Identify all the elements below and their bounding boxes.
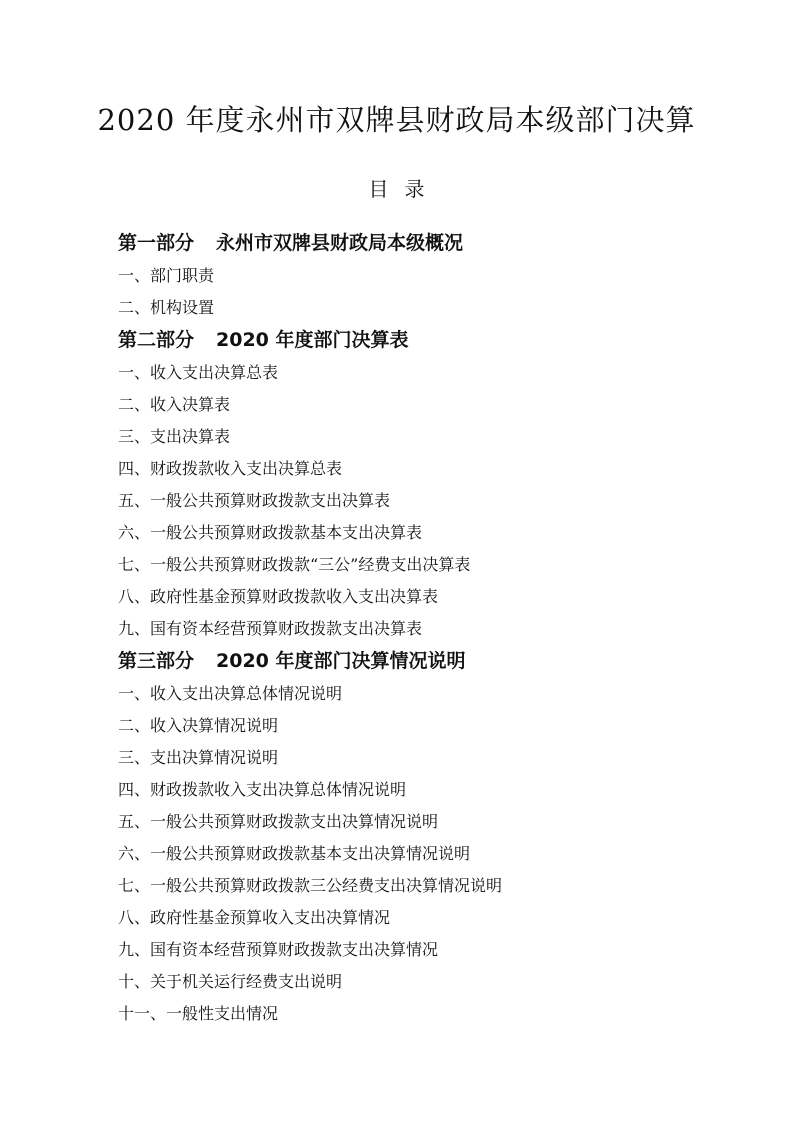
toc-heading-char: 录 — [404, 177, 425, 201]
table-of-contents — [118, 227, 718, 1030]
part-title: 2020 年度部门决算情况说明 — [216, 650, 466, 672]
toc-item[interactable]: 四、财政拨款收入支出决算总表 — [118, 459, 343, 478]
toc-item[interactable]: 八、政府性基金预算财政拨款收入支出决算表 — [118, 587, 439, 606]
toc-item[interactable]: 九、国有资本经营预算财政拨款支出决算情况 — [118, 940, 439, 959]
toc-item[interactable]: 三、支出决算表 — [118, 427, 231, 446]
part-number: 第二部分 — [118, 329, 195, 351]
toc-item[interactable]: 十一、一般性支出情况 — [118, 1004, 279, 1023]
toc-item[interactable]: 二、收入决算情况说明 — [118, 716, 279, 735]
toc-item[interactable]: 七、一般公共预算财政拨款三公经费支出决算情况说明 — [118, 876, 503, 895]
part-heading-1[interactable] — [118, 227, 718, 260]
toc-item[interactable]: 二、机构设置 — [118, 298, 215, 317]
toc-item[interactable]: 三、支出决算情况说明 — [118, 748, 279, 767]
toc-item[interactable]: 八、政府性基金预算收入支出决算情况 — [118, 908, 391, 927]
toc-item[interactable]: 一、部门职责 — [118, 266, 215, 285]
toc-item[interactable]: 五、一般公共预算财政拨款支出决算表 — [118, 491, 391, 510]
part-title: 永州市双牌县财政局本级概况 — [216, 232, 464, 254]
toc-heading — [0, 173, 793, 202]
toc-heading-char: 目 — [368, 177, 389, 201]
toc-item[interactable]: 六、一般公共预算财政拨款基本支出决算情况说明 — [118, 844, 471, 863]
part-heading-3[interactable] — [118, 645, 718, 678]
toc-item[interactable]: 五、一般公共预算财政拨款支出决算情况说明 — [118, 812, 439, 831]
toc-item[interactable]: 一、收入支出决算总体情况说明 — [118, 684, 343, 703]
part-number: 第一部分 — [118, 232, 195, 254]
part-number: 第三部分 — [118, 650, 195, 672]
toc-item[interactable]: 四、财政拨款收入支出决算总体情况说明 — [118, 780, 407, 799]
toc-item[interactable]: 六、一般公共预算财政拨款基本支出决算表 — [118, 523, 423, 542]
part-heading-2[interactable] — [118, 324, 718, 357]
part-title: 2020 年度部门决算表 — [216, 329, 409, 351]
toc-item[interactable]: 七、一般公共预算财政拨款“三公”经费支出决算表 — [118, 555, 471, 574]
toc-item[interactable]: 二、收入决算表 — [118, 395, 231, 414]
document-title: 2020 年度永州市双牌县财政局本级部门决算 — [97, 103, 696, 137]
toc-item[interactable]: 九、国有资本经营预算财政拨款支出决算表 — [118, 619, 423, 638]
toc-item[interactable]: 十、关于机关运行经费支出说明 — [118, 972, 343, 991]
toc-item[interactable]: 一、收入支出决算总表 — [118, 363, 279, 382]
